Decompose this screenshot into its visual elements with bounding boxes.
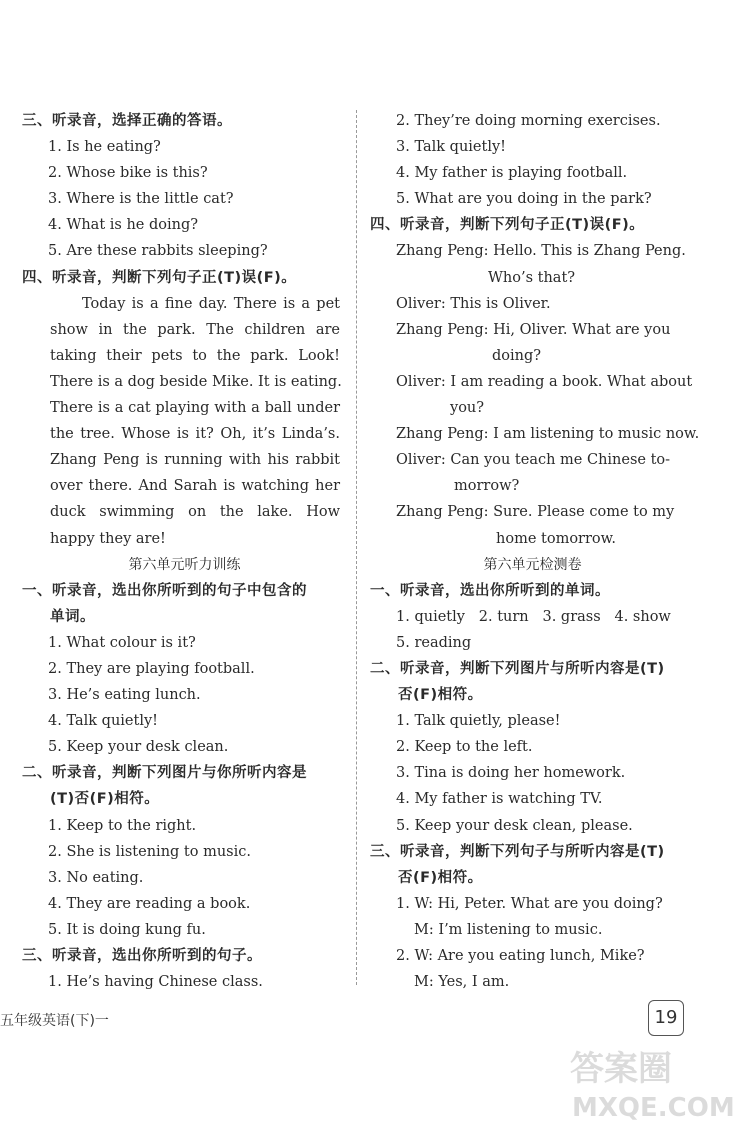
list-item: 2. Whose bike is this?: [48, 165, 208, 182]
list-item: 4. My father is playing football.: [396, 165, 628, 182]
list-item: 1. Is he eating?: [48, 139, 161, 156]
dialog-line: doing?: [492, 347, 542, 364]
section-title: 三、听录音，判断下列句子与所听内容是(T): [370, 843, 665, 860]
passage-line: Today is a fine day. There is a pet: [82, 295, 340, 312]
section-title: 三、听录音，选出你所听到的句子。: [22, 948, 262, 964]
list-item: 3. Tina is doing her homework.: [396, 765, 626, 782]
list-item: 4. Talk quietly!: [48, 713, 158, 730]
list-item: 3. He’s eating lunch.: [48, 687, 201, 704]
list-item: 3. Where is the little cat?: [48, 191, 234, 208]
section-title: 四、听录音，判断下列句子正(T)误(F)。: [370, 217, 645, 234]
list-item: 2. Keep to the left.: [396, 739, 533, 756]
dialog-line: Zhang Peng: I am listening to music now.: [396, 426, 700, 443]
list-item: 1. Keep to the right.: [48, 817, 197, 834]
section-title: 三、听录音，选择正确的答语。: [22, 113, 232, 129]
right-column: [370, 108, 700, 995]
dialog-line: M: I’m listening to music.: [414, 921, 603, 938]
list-item: 1. What colour is it?: [48, 634, 196, 651]
left-column: [22, 108, 347, 995]
section-title-cont: 否(F)相符。: [398, 869, 483, 886]
watermark-logo: [560, 1040, 746, 1124]
list-item: 4. What is he doing?: [48, 217, 199, 234]
list-item: 5. Keep your desk clean, please.: [396, 817, 633, 834]
passage-line: the tree. Whose is it? Oh, it’s Linda’s.: [50, 426, 340, 443]
list-item: 2. They’re doing morning exercises.: [396, 113, 661, 129]
section-title: 一、听录音，选出你所听到的单词。: [370, 582, 610, 599]
passage-line: duck swimming on the lake. How: [50, 504, 340, 521]
section-title-cont: 否(F)相符。: [398, 687, 483, 704]
dialog-line: Oliver: I am reading a book. What about: [396, 373, 693, 390]
watermark-text-bottom: MXQE.COM: [572, 1093, 735, 1123]
column-divider: [356, 110, 357, 985]
dialog-line: Who’s that?: [488, 269, 576, 286]
watermark-text-top: 答案圈: [570, 1049, 672, 1089]
dialog-line: Zhang Peng: Hello. This is Zhang Peng.: [396, 243, 686, 260]
list-item: 1. Talk quietly, please!: [396, 713, 561, 730]
dialog-line: you?: [450, 400, 485, 417]
section-title: 二、听录音，判断下列图片与所听内容是(T): [370, 660, 665, 677]
list-item: 5. reading: [396, 634, 472, 651]
dialog-line: Zhang Peng: Hi, Oliver. What are you: [396, 321, 671, 338]
section-title: 二、听录音，判断下列图片与你所听内容是: [22, 765, 307, 782]
dialog-line: Oliver: This is Oliver.: [396, 295, 551, 312]
list-item: 3. Talk quietly!: [396, 139, 506, 156]
footer-label: 五年级英语(下)一: [0, 1013, 109, 1029]
dialog-line: Oliver: Can you teach me Chinese to-: [396, 452, 671, 469]
section-title-cont: 单词。: [50, 608, 95, 625]
list-item: 2. She is listening to music.: [48, 843, 251, 860]
list-item: 3. No eating.: [48, 869, 144, 886]
section-title: 一、听录音，选出你所听到的句子中包含的: [22, 582, 307, 599]
section-title-cont: (T)否(F)相符。: [50, 791, 160, 808]
list-item: 1. quietly 2. turn 3. grass 4. show: [396, 608, 671, 625]
passage-line: There is a cat playing with a ball under: [50, 400, 340, 417]
dialog-line: 1. W: Hi, Peter. What are you doing?: [396, 895, 663, 912]
list-item: 5. Are these rabbits sleeping?: [48, 243, 268, 260]
passage-line: Zhang Peng is running with his rabbit: [50, 452, 340, 469]
dialog-line: Zhang Peng: Sure. Please come to my: [396, 504, 675, 521]
list-item: 5. Keep your desk clean.: [48, 739, 229, 756]
passage-line: There is a dog beside Mike. It is eating.: [50, 373, 342, 390]
dialog-line: morrow?: [454, 478, 520, 495]
list-item: 4. They are reading a book.: [48, 895, 251, 912]
section-title: 四、听录音，判断下列句子正(T)误(F)。: [22, 269, 297, 286]
dialog-line: 2. W: Are you eating lunch, Mike?: [396, 948, 645, 964]
dialog-line: home tomorrow.: [496, 530, 616, 547]
passage-line: happy they are!: [50, 530, 166, 547]
passage-line: taking their pets to the park. Look!: [50, 347, 340, 364]
dialog-line: M: Yes, I am.: [414, 974, 510, 991]
page-number: 19: [648, 1000, 684, 1036]
passage-line: over there. And Sarah is watching her: [50, 478, 340, 495]
list-item: 2. They are playing football.: [48, 660, 255, 677]
list-item: 4. My father is watching TV.: [396, 791, 603, 808]
list-item: 5. What are you doing in the park?: [396, 191, 652, 208]
list-item: 5. It is doing kung fu.: [48, 921, 206, 938]
unit-title: 第六单元听力训练: [128, 556, 241, 573]
list-item: 1. He’s having Chinese class.: [48, 974, 263, 991]
unit-title: 第六单元检测卷: [483, 556, 582, 573]
passage-line: show in the park. The children are: [50, 321, 340, 338]
